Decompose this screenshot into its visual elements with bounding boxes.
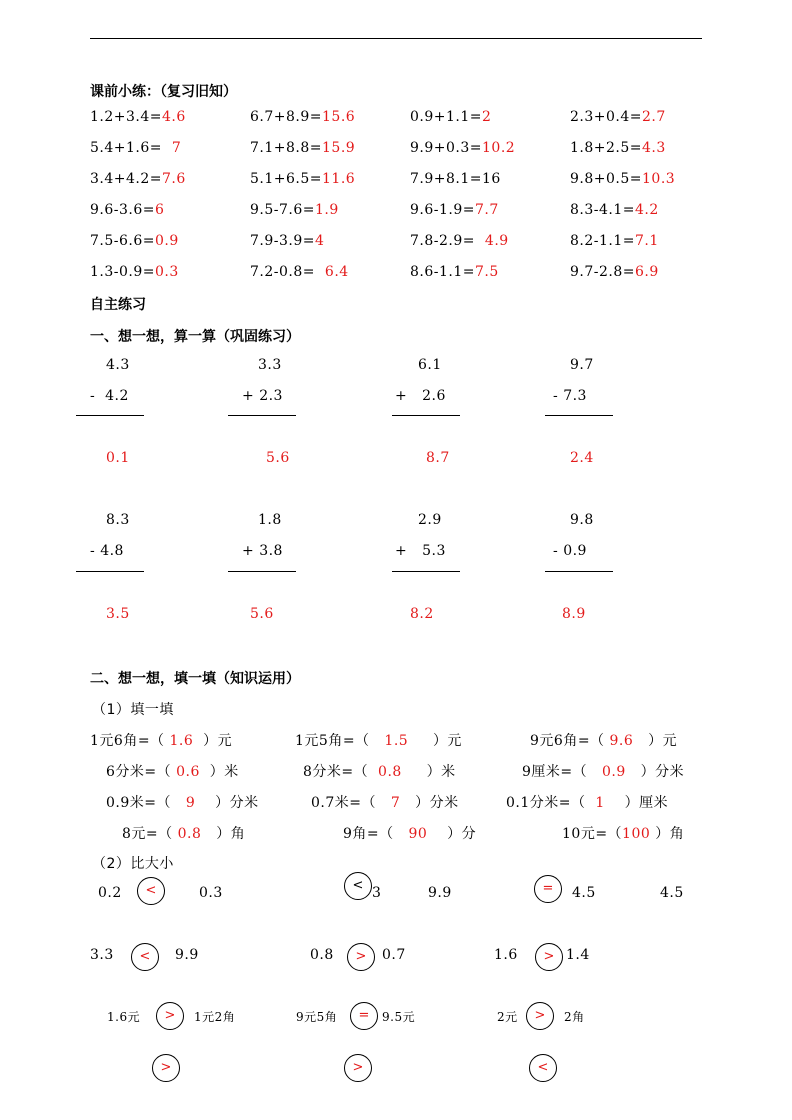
compare-value: 4.5 (572, 885, 596, 901)
fill-item: 0.9米=（ 9 ）分米 (106, 795, 259, 811)
calc-rule (545, 571, 613, 572)
compare-value: 9.5元 (382, 1010, 416, 1024)
compare-value: 0.3 (199, 885, 223, 901)
calc-bottom: + 3.8 (242, 543, 283, 559)
calc-rule (545, 415, 613, 416)
calc-bottom: - 4.2 (90, 388, 129, 404)
oral-item: 9.6-1.9=7.7 (410, 202, 499, 218)
compare-value: 1.6元 (107, 1010, 141, 1024)
compare-value: 3 (372, 885, 382, 901)
fill-item: 6分米=（ 0.6 ）米 (106, 764, 239, 780)
compare-value: 1元2角 (194, 1010, 236, 1024)
calc-bottom: - 7.3 (553, 388, 587, 404)
compare-circle[interactable]: = (534, 875, 562, 903)
calc-rule (228, 415, 296, 416)
calc-answer: 5.6 (250, 606, 274, 622)
fill-item: 0.1分米=（ 1 ）厘米 (506, 795, 669, 811)
oral-item: 8.2-1.1=7.1 (570, 233, 659, 249)
oral-item: 7.9-3.9=4 (250, 233, 325, 249)
calc-answer: 3.5 (106, 606, 130, 622)
compare-circle[interactable]: < (131, 943, 159, 971)
oral-item: 9.9+0.3=10.2 (410, 140, 516, 156)
calc-bottom: - 4.8 (90, 543, 124, 559)
compare-circle[interactable]: > (156, 1002, 184, 1030)
oral-item: 9.5-7.6=1.9 (250, 202, 339, 218)
compare-circle[interactable]: < (137, 877, 165, 905)
calc-answer: 0.1 (106, 450, 130, 466)
calc-answer: 8.2 (410, 606, 434, 622)
oral-item: 7.2-0.8= 6.4 (250, 264, 349, 280)
header-rule (90, 38, 702, 39)
calc-answer: 5.6 (266, 450, 290, 466)
calc-top: 3.3 (258, 357, 282, 373)
oral-item: 8.6-1.1=7.5 (410, 264, 499, 280)
calc-rule (76, 415, 144, 416)
fill-item: 1元5角=（ 1.5 ）元 (295, 733, 462, 749)
oral-item: 7.5-6.6=0.9 (90, 233, 179, 249)
compare-value: 4.5 (660, 885, 684, 901)
calc-bottom: + 5.3 (395, 543, 446, 559)
calc-rule (392, 415, 460, 416)
oral-item: 7.8-2.9= 4.9 (410, 233, 509, 249)
oral-item: 9.7-2.8=6.9 (570, 264, 659, 280)
compare-circle[interactable]: > (535, 943, 563, 971)
compare-circle[interactable]: = (350, 1002, 378, 1030)
heading-compare: （2）比大小 (92, 856, 174, 872)
compare-circle[interactable]: < (529, 1054, 557, 1082)
oral-item: 6.7+8.9=15.6 (250, 109, 356, 125)
calc-top: 9.7 (570, 357, 594, 373)
fill-item: 10元=（100 ）角 (562, 826, 685, 842)
calc-rule (228, 571, 296, 572)
heading-pre-practice: 课前小练：（复习旧知） (90, 84, 237, 100)
compare-circle[interactable]: > (152, 1054, 180, 1082)
heading-part2: 二、想一想，填一填（知识运用） (90, 671, 300, 687)
fill-item: 9角=（ 90 ）分 (343, 826, 477, 842)
compare-value: 9元5角 (296, 1010, 338, 1024)
calc-bottom: + 2.6 (395, 388, 446, 404)
calc-answer: 2.4 (570, 450, 594, 466)
oral-item: 5.4+1.6= 7 (90, 140, 182, 156)
calc-rule (76, 571, 144, 572)
calc-top: 1.8 (258, 512, 282, 528)
compare-circle[interactable]: < (344, 872, 372, 900)
compare-value: 2元 (497, 1010, 518, 1024)
fill-item: 8元=（ 0.8 ）角 (122, 826, 246, 842)
fill-item: 9元6角=（ 9.6 ）元 (530, 733, 678, 749)
oral-item: 8.3-4.1=4.2 (570, 202, 659, 218)
oral-item: 1.3-0.9=0.3 (90, 264, 179, 280)
calc-top: 6.1 (418, 357, 442, 373)
calc-rule (392, 571, 460, 572)
fill-item: 9厘米=（ 0.9 ）分米 (522, 764, 685, 780)
compare-value: 1.6 (494, 947, 518, 963)
compare-value: 9.9 (428, 885, 452, 901)
oral-item: 9.6-3.6=6 (90, 202, 165, 218)
compare-circle[interactable]: > (347, 943, 375, 971)
fill-item: 0.7米=（ 7 ）分米 (311, 795, 459, 811)
oral-item: 1.2+3.4=4.6 (90, 109, 186, 125)
calc-top: 9.8 (570, 512, 594, 528)
compare-value: 0.8 (310, 947, 334, 963)
oral-item: 1.8+2.5=4.3 (570, 140, 666, 156)
compare-value: 0.2 (98, 885, 122, 901)
compare-circle[interactable]: > (526, 1002, 554, 1030)
oral-item: 2.3+0.4=2.7 (570, 109, 666, 125)
fill-item: 8分米=（ 0.8 ）米 (303, 764, 456, 780)
oral-item: 9.8+0.5=10.3 (570, 171, 676, 187)
oral-item: 7.9+8.1=16 (410, 171, 501, 187)
oral-item: 3.4+4.2=7.6 (90, 171, 186, 187)
heading-fill: （1）填一填 (92, 702, 174, 718)
compare-value: 0.7 (382, 947, 406, 963)
oral-item: 7.1+8.8=15.9 (250, 140, 356, 156)
calc-bottom: + 2.3 (242, 388, 283, 404)
compare-value: 2角 (564, 1010, 585, 1024)
heading-self-practice: 自主练习 (90, 297, 146, 313)
calc-answer: 8.7 (426, 450, 450, 466)
compare-value: 3.3 (90, 947, 114, 963)
calc-top: 4.3 (106, 357, 130, 373)
calc-bottom: - 0.9 (553, 543, 587, 559)
compare-value: 9.9 (175, 947, 199, 963)
heading-part1: 一、想一想，算一算（巩固练习） (90, 329, 300, 345)
fill-item: 1元6角=（ 1.6 ）元 (90, 733, 233, 749)
calc-top: 2.9 (418, 512, 442, 528)
oral-item: 5.1+6.5=11.6 (250, 171, 356, 187)
compare-value: 1.4 (566, 947, 590, 963)
compare-circle[interactable]: > (344, 1054, 372, 1082)
calc-answer: 8.9 (562, 606, 586, 622)
calc-top: 8.3 (106, 512, 130, 528)
oral-item: 0.9+1.1=2 (410, 109, 492, 125)
